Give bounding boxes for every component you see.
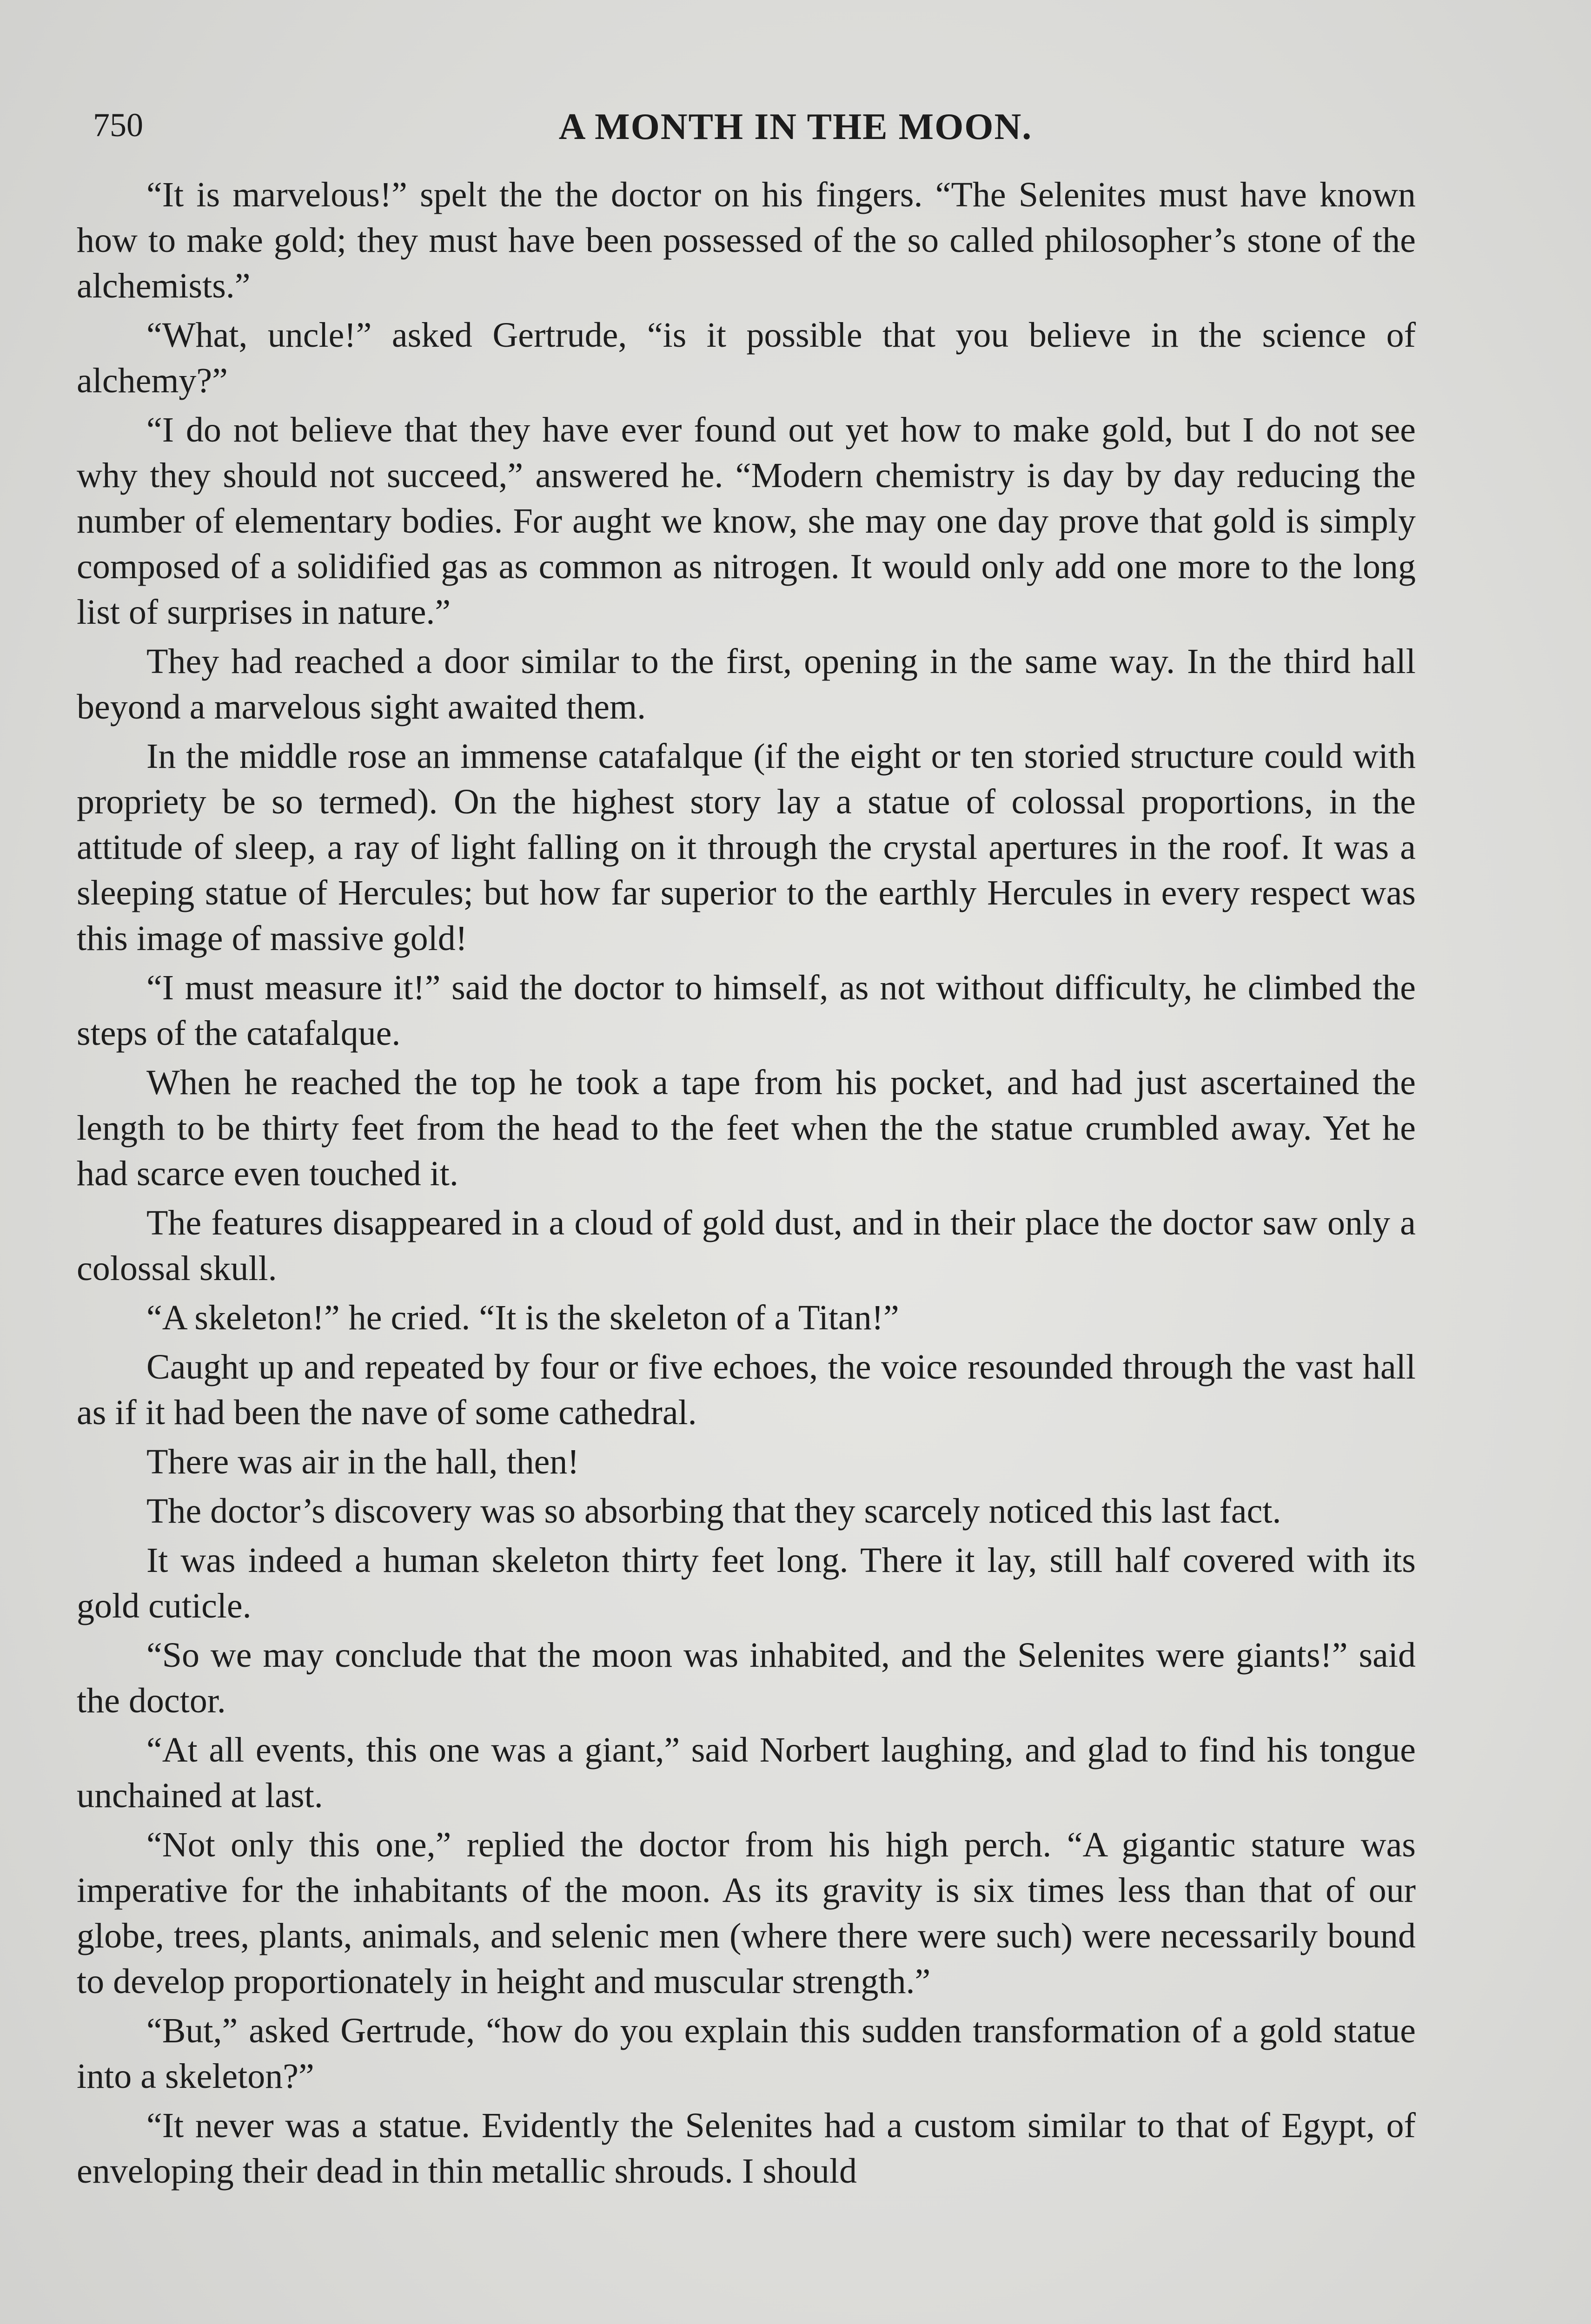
page-header [0,106,1591,157]
paragraph: When he reached the top he took a tape from his pocket, and had just ascertained the length to be thirty feet from the head to the feet when the the statue crumbled away. Yet he had scarce even touched it. [77,1063,1416,1193]
paragraph: “At all events, this one was a giant,” said Norbert laughing, and glad to find his tongue unchained at last. [77,1730,1416,1815]
paragraph: The doctor’s discovery was so absorbing that they scarcely noticed this last fact. [146,1492,1281,1531]
paragraph: They had reached a door similar to the first, opening in the same way. In the third hall beyond a marvelous sight awaited them. [77,642,1416,726]
paragraph: “It never was a statue. Evidently the Selenites had a custom similar to that of Egypt, of enveloping their dead in thin metallic shrouds. I should [77,2106,1416,2191]
paragraph: Caught up and repeated by four or five echoes, the voice resounded through the vast hall as if it had been the nave of some cathedral. [77,1347,1416,1432]
paragraph: “But,” asked Gertrude, “how do you explain this sudden transformation of a gold statue into a skeleton?” [77,2011,1416,2096]
paragraph: There was air in the hall, then! [146,1442,579,1481]
paragraph: It was indeed a human skeleton thirty feet long. There it lay, still half covered with its gold cuticle. [77,1541,1416,1625]
page-number: 750 [93,106,143,144]
paragraph: “It is marvelous!” spelt the the doctor on his fingers. “The Selenites must have known how to make gold; they must have been possessed of the so called philosopher’s stone of the alchemists.” [77,175,1416,305]
running-title: A MONTH IN THE MOON. [558,106,1033,147]
paragraph: In the middle rose an immense catafalque (if the eight or ten storied structure could with propriety be so termed). On the highest story lay a statue of colossal proportions, in the attitude of sleep, a ray of light falling on it through the crystal apertures in the roof. It was a sleeping statue of Hercules; but how far superior to the earthly Hercules in every respect was this image of massive gold! [77,737,1416,958]
paragraph: “So we may conclude that the moon was inhabited, and the Selenites were giants!” said the doctor. [77,1636,1416,1720]
paragraph: “I do not believe that they have ever found out yet how to make gold, but I do not see why they should not succeed,” answered he. “Modern chemistry is day by day reducing the number of elementary bodies. For aught we know, she may one day prove that gold is simply composed of a solidified gas as common as nitrogen. It would only add one more to the long list of surprises in nature.” [77,410,1416,632]
paragraph: “What, uncle!” asked Gertrude, “is it possible that you believe in the science of alchemy?” [77,316,1416,400]
paragraph: “A skeleton!” he cried. “It is the skeleton of a Titan!” [146,1298,899,1337]
paragraph: “Not only this one,” replied the doctor from his high perch. “A gigantic stature was imperative for the inhabitants of the moon. As its gravity is six times less than that of our globe, trees, plants, animals, and selenic men (where there were such) were necessarily bound to develop proportionately in height and muscular strength.” [77,1825,1416,2001]
body-text [77,172,1416,2198]
paragraph: The features disappeared in a cloud of gold dust, and in their place the doctor saw only a colossal skull. [77,1203,1416,1288]
paragraph: “I must measure it!” said the doctor to himself, as not without difficulty, he climbed the steps of the catafalque. [77,968,1416,1053]
